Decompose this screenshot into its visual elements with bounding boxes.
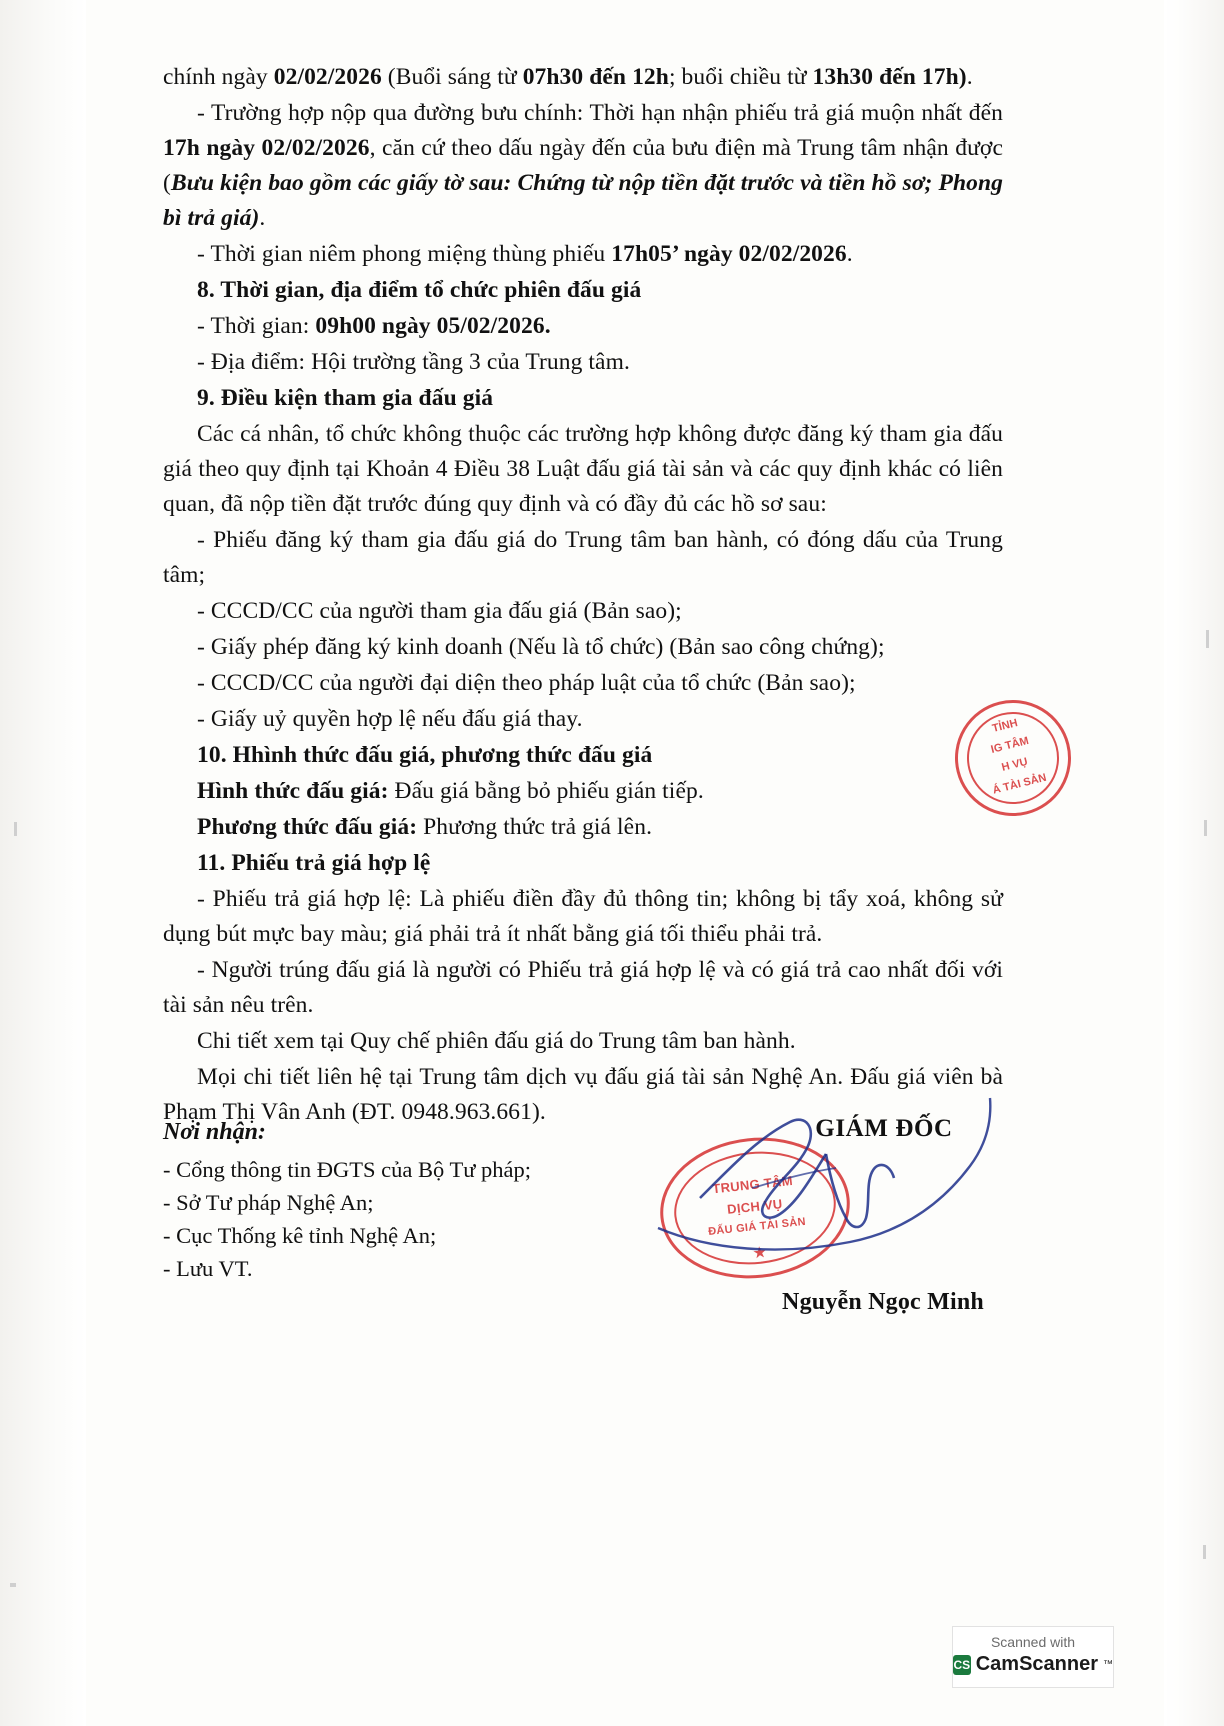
signer-role: GIÁM ĐỐC [815, 1115, 953, 1142]
text-run: - Thời gian niêm phong miệng thùng phiếu [197, 241, 612, 267]
text-run: 17h05’ ngày 02/02/2026 [611, 241, 847, 267]
text-run: 09h00 ngày 05/02/2026. [315, 313, 551, 339]
text-run: Các cá nhân, tổ chức không thuộc các trường hợp không được đăng ký tham gia đấu giá theo quy định tại Khoản 4 Điều 38 Luật đấu giá tài sản và các quy định khác có liên quan, đã nộp tiền đặt trước đúng quy định và có đầy đủ các hồ sơ sau: [163, 421, 1003, 517]
document-paragraph [163, 345, 1003, 380]
text-run: 8. Thời gian, địa điểm tổ chức phiên đấu giá [197, 277, 642, 303]
document-paragraph [163, 630, 1003, 665]
document-paragraph [163, 953, 1003, 1023]
text-run: - Giấy uỷ quyền hợp lệ nếu đấu giá thay. [197, 706, 583, 732]
text-run: - Thời gian: [197, 313, 316, 339]
red-seal-small-line: TỈNH [991, 717, 1019, 735]
text-run: Hình thức đấu giá: [197, 778, 389, 804]
camscanner-trademark: ™ [1103, 1659, 1113, 1670]
camscanner-badge-icon: CS [953, 1655, 971, 1675]
text-run: , căn cứ theo dấu ngày đến của bưu điện mà Trung tâm nhận được ( [163, 135, 1003, 196]
scan-speck [1204, 820, 1207, 836]
document-paragraph [163, 417, 1003, 522]
scan-right-shadow [1164, 0, 1224, 1726]
text-run: . [259, 205, 266, 231]
red-seal-large-line: TRUNG TÂM [711, 1172, 794, 1197]
scan-speck [14, 822, 17, 836]
document-paragraph [163, 381, 1003, 416]
scan-left-shadow [0, 0, 86, 1726]
red-seal-large-line: ĐẤU GIÁ TÀI SẢN [707, 1215, 807, 1238]
text-run: 17h ngày 02/02/2026 [163, 135, 370, 161]
recipient-line: - Cổng thông tin ĐGTS của Bộ Tư pháp; [163, 1157, 532, 1182]
recipients-title: Nơi nhận: [163, 1119, 266, 1145]
scan-speck [1206, 630, 1209, 648]
text-run: chính ngày [163, 64, 274, 90]
camscanner-brand-text: CamScanner [975, 1653, 1098, 1675]
document-paragraph [163, 882, 1003, 952]
red-seal-star: ★ [751, 1244, 768, 1263]
document-paragraph [163, 702, 1003, 737]
recipients-block [163, 1115, 583, 1285]
document-paragraph [163, 1024, 1003, 1059]
scan-speck [10, 1583, 16, 1587]
document-paragraph [163, 774, 1003, 809]
text-run: . [846, 241, 853, 267]
camscanner-top-text: Scanned with [990, 1634, 1076, 1650]
text-run: - Địa điểm: Hội trường tầng 3 của Trung tâm. [197, 349, 630, 375]
camscanner-brand-row [953, 1653, 1113, 1676]
text-run: - Trường hợp nộp qua đường bưu chính: Thời hạn nhận phiếu trả giá muộn nhất đến [197, 100, 1003, 126]
text-run: - Người trúng đấu giá là người có Phiếu trả giá hợp lệ và có giá trả cao nhất đối với tài sản nêu trên. [163, 957, 1003, 1018]
red-seal-small-line: Á TÀI SẢN [991, 771, 1048, 797]
paragraph-list [163, 60, 1003, 1130]
text-run: 11. Phiếu trả giá hợp lệ [197, 850, 431, 876]
document-paragraph [163, 309, 1003, 344]
text-run: - Giấy phép đăng ký kinh doanh (Nếu là tổ chức) (Bản sao công chứng); [197, 634, 885, 660]
document-paragraph [163, 738, 1003, 773]
text-run: (Buổi sáng từ [381, 64, 523, 90]
text-run: - Phiếu trả giá hợp lệ: Là phiếu điền đầy đủ thông tin; không bị tẩy xoá, không sử dụng bút mực bay màu; giá phải trả ít nhất bằng giá tối thiểu phải trả. [163, 886, 1003, 947]
text-run: 07h30 đến 12h [522, 64, 669, 90]
document-paragraph [163, 273, 1003, 308]
document-paragraph [163, 810, 1003, 845]
scan-speck [1203, 1545, 1206, 1559]
document-paragraph [163, 523, 1003, 593]
text-run: Đấu giá bằng bỏ phiếu gián tiếp. [388, 778, 704, 804]
signer-name: Nguyễn Ngọc Minh [782, 1289, 984, 1315]
text-run: 13h30 đến 17h) [812, 64, 967, 90]
text-run: - CCCD/CC của người tham gia đấu giá (Bản sao); [197, 598, 682, 624]
document-paragraph [163, 846, 1003, 881]
document-paragraph [163, 237, 1003, 272]
document-paragraph [163, 60, 1003, 95]
red-seal-small-line: IG TÂM [989, 734, 1030, 756]
document-paragraph [163, 594, 1003, 629]
text-run: - Phiếu đăng ký tham gia đấu giá do Trung tâm ban hành, có đóng dấu của Trung tâm; [163, 527, 1003, 588]
document-paragraph [163, 96, 1003, 236]
recipient-line: - Lưu VT. [163, 1256, 253, 1281]
text-run: ; buổi chiều từ [668, 64, 813, 90]
text-run: Mọi chi tiết liên hệ tại Trung tâm dịch vụ đấu giá tài sản Nghệ An. Đấu giá viên bà Phạm Thị Vân Anh (ĐT. 0948.963.661). [163, 1064, 1003, 1125]
text-run: Phương thức đấu giá: [197, 814, 418, 840]
text-run: . [966, 64, 973, 90]
recipient-line: - Cục Thống kê tỉnh Nghệ An; [163, 1223, 437, 1248]
text-run: 02/02/2026 [273, 64, 382, 90]
camscanner-watermark [952, 1626, 1114, 1688]
recipient-line: - Sở Tư pháp Nghệ An; [163, 1190, 374, 1215]
text-run: 10. Hhình thức đấu giá, phương thức đấu giá [197, 742, 653, 768]
document-paragraph [163, 666, 1003, 701]
red-seal-large-line: DỊCH VỤ [726, 1196, 784, 1217]
text-run: 9. Điều kiện tham gia đấu giá [197, 385, 494, 411]
text-run: Phương thức trả giá lên. [417, 814, 653, 840]
text-run: Chi tiết xem tại Quy chế phiên đấu giá do Trung tâm ban hành. [197, 1028, 796, 1054]
red-seal-small-line: H VỤ [1000, 755, 1029, 774]
text-run: - CCCD/CC của người đại diện theo pháp luật của tổ chức (Bản sao); [197, 670, 856, 696]
document-body [163, 60, 1003, 1131]
text-run: Bưu kiện bao gồm các giấy tờ sau: Chứng từ nộp tiền đặt trước và tiền hồ sơ; Phong bì trả giá) [163, 170, 1003, 231]
